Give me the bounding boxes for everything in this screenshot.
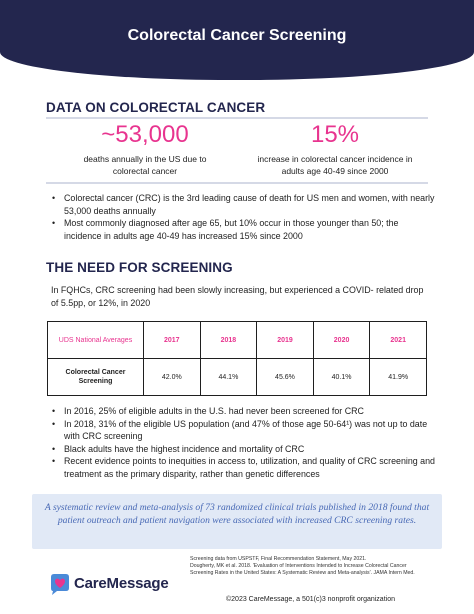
list-item: • In 2016, 25% of eligible adults in the U.S. had never been screened for CRC: [46, 405, 436, 418]
reference-item: Dougherty, MK et al. 2018. 'Evaluation of Interventions Intended to Increase Colorectal Cancer Screening Rates in the United States: A Systematic Review and Meta-analysis'. JAMA Intern Med.: [190, 563, 415, 576]
table-row: [48, 359, 427, 396]
references: [190, 556, 430, 577]
list-item: • Most commonly diagnosed after age 65, but 10% occur in those younger than 50; the incidence in adults age 40-49 has increased 15% since 2000: [46, 217, 436, 242]
section-divider: [46, 182, 428, 184]
stat-incidence-caption: increase in colorectal cancer incidence in adults age 40-49 since 2000: [257, 154, 413, 176]
list-item: • In 2018, 31% of the eligible US population (and 47% of those age 50-64¹) was not up to date with CRC screening: [46, 418, 436, 443]
table-header-label: UDS National Averages: [48, 322, 144, 359]
uds-averages-table: [47, 321, 427, 396]
screening-bullet-list: [46, 405, 436, 480]
quote-text: A systematic review and meta-analysis of 73 randomized clinical trials published in 2018 found that patient outreach and patient navigation were associated with increased CRC screening rates.: [44, 502, 430, 526]
caremessage-logo: [47, 570, 187, 600]
section-heading-screening: THE NEED FOR SCREENING: [46, 260, 233, 275]
table-year: 2018: [200, 322, 257, 359]
heart-chat-bubble-icon: [47, 572, 73, 598]
section-divider: [46, 117, 428, 119]
stat-incidence-value: 15%: [310, 121, 360, 148]
copyright-notice: ©2023 CareMessage, a 501(c)3 nonprofit organization: [226, 596, 395, 603]
list-item: • Colorectal cancer (CRC) is the 3rd leading cause of death for US men and women, with nearly 53,000 deaths annually: [46, 192, 436, 217]
table-cell: 44.1%: [200, 359, 257, 396]
stat-deaths-caption: deaths annually in the US due to colorectal cancer: [83, 154, 207, 176]
screening-intro: In FQHCs, CRC screening had been slowly increasing, but experienced a COVID- related drop of 5.5pp, or 12%, in 2020: [51, 285, 424, 308]
header-banner: [0, 0, 474, 80]
list-item: • Recent evidence points to inequities in access to, utilization, and quality of CRC screening and treatment as the primary disparity, rather than genetic differences: [46, 455, 436, 480]
table-cell: 45.6%: [257, 359, 314, 396]
section-heading-data: DATA ON COLORECTAL CANCER: [46, 100, 266, 115]
table-row-label: Colorectal Cancer Screening: [48, 359, 144, 396]
table-header-row: [48, 322, 427, 359]
table-cell: 41.9%: [370, 359, 427, 396]
logo-wordmark: CareMessage: [74, 575, 169, 592]
table-cell: 40.1%: [313, 359, 370, 396]
table-year: 2020: [313, 322, 370, 359]
table-year: 2017: [144, 322, 201, 359]
stat-deaths: [60, 121, 230, 177]
stat-deaths-value: ~53,000: [101, 121, 189, 148]
stat-incidence: [240, 121, 430, 177]
reference-item: Screening data from USPSTF, Final Recommendation Statement, May 2021.: [190, 556, 367, 562]
page-title: Colorectal Cancer Screening: [127, 27, 347, 44]
quote-callout: [32, 494, 442, 549]
table-cell: 42.0%: [144, 359, 201, 396]
data-bullet-list: [46, 192, 436, 242]
table-year: 2021: [370, 322, 427, 359]
list-item: • Black adults have the highest incidence and mortality of CRC: [46, 443, 436, 456]
table-year: 2019: [257, 322, 314, 359]
